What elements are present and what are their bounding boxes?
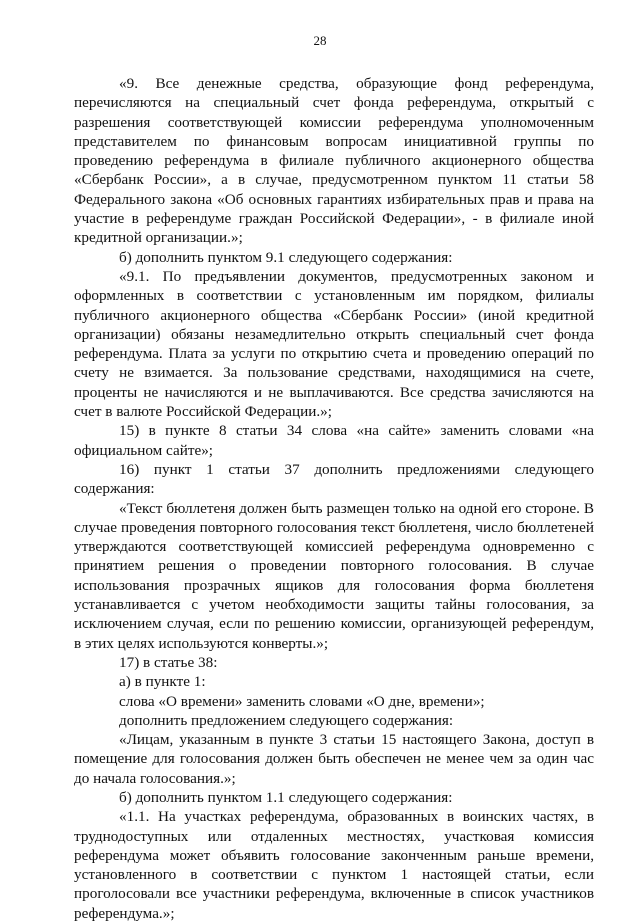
paragraph-clause-9-1: «9.1. По предъявлении документов, предусмотренных законом и оформленных в соответствии с установленным им порядком, филиалы публичного акционерного общества «Сбербанк России» (иной кредитной организации) обязаны незамедлительно открыть специальный счет фонда референдума. Плата за услуги по открытию счета и проведению операций по счету не взимается. За пользование средствами, находящимися на счете, проценты не начисляются и не выплачиваются. Все средства зачисляются на счет в валюте Российской Федерации.»; [74, 267, 594, 421]
paragraph-add-sentence: дополнить предложением следующего содержания: [119, 711, 454, 729]
paragraph-amendment-b-1-1: б) дополнить пунктом 1.1 следующего содержания: [119, 788, 453, 806]
paragraph-item-16: 16) пункт 1 статьи 37 дополнить предложениями следующего содержания: [74, 460, 594, 498]
paragraph-access-voting-room: «Лицам, указанным в пункте 3 статьи 15 настоящего Закона, доступ в помещение для голосования должен быть обеспечен не менее чем за один час до начала голосования.»; [74, 731, 594, 787]
paragraph-item-17: 17) в статье 38: [119, 653, 218, 671]
paragraph-amendment-b-9-1: б) дополнить пунктом 9.1 следующего содержания: [119, 248, 453, 266]
paragraph-clause-9: «9. Все денежные средства, образующие фонд референдума, перечисляются на специальный счет фонда референдума, открытый с разрешения соответствующей комиссии референдума уполномоченным представителем по финансовым вопросам инициативной группы по проведению референдума в филиале публичного акционерного общества «Сбербанк России», а в случае, предусмотренном пунктом 11 статьи 58 Федерального закона «Об основных гарантиях избирательных прав и права на участие в референдуме граждан Российской Федерации», - в филиале иной кредитной организации.»; [74, 75, 594, 247]
paragraph-item-15: 15) в пункте 8 статьи 34 слова «на сайте» заменить словами «на официальном сайте»; [74, 422, 594, 459]
paragraph-item-17-a: а) в пункте 1: [119, 673, 206, 691]
paragraph-ballot-text: «Текст бюллетеня должен быть размещен только на одной его стороне. В случае проведения повторного голосования текст бюллетеня, число бюллетеней утверждаются соответствующей комиссией референдума одновременно с принятием решения о проведении повторного голосования. В случае использования прозрачных ящиков для голосования форма бюллетеня устанавливается с учетом необходимости защиты тайны голосования, за исключением случая, если по решению комиссии, организующей референдум, в этих целях используются конверты.»; [74, 499, 594, 652]
page-number: 28 [313, 33, 327, 48]
paragraph-replace-words: слова «О времени» заменить словами «О дне, времени»; [119, 692, 485, 710]
document-body [74, 74, 594, 923]
paragraph-clause-1-1: «1.1. На участках референдума, образованных в воинских частях, в труднодоступных или отдаленных местностях, участковая комиссия референдума может объявить голосование законченным раньше времени, установленного в соответствии с пунктом 1 настоящей статьи, если проголосовали все участники референдума, включенные в список участников референдума.»; [74, 808, 594, 922]
